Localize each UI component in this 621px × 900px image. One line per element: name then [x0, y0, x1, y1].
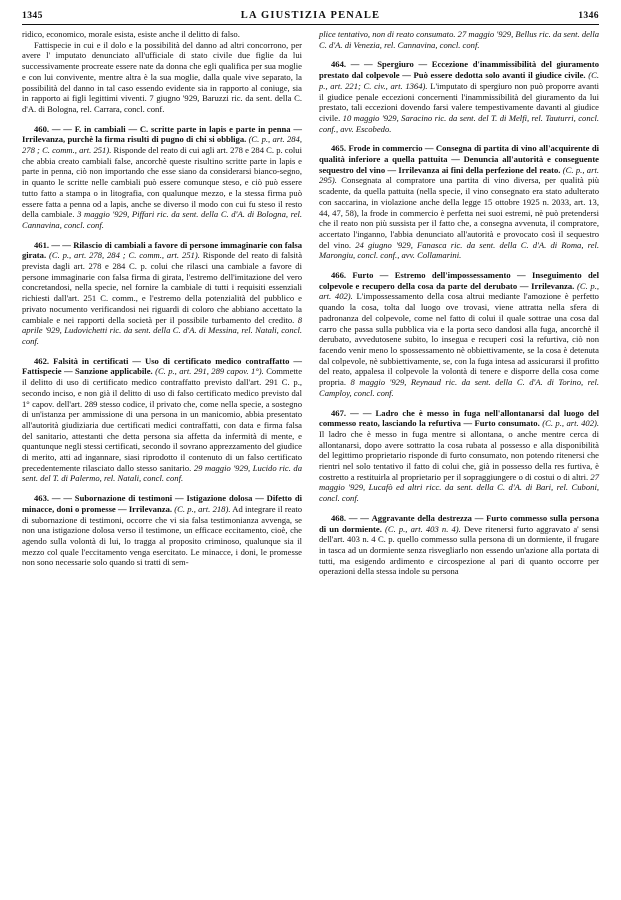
entry-text: Commette il delitto di uso di certificato medico contraffatto previsto dall'art. 291 C. p., secondo inciso, e non già il delitto di uso di falso certificato medico previsto dal 1° capov. dell'art. 289 stesso codice, il privato che, come nella specie, a sostegno di un'istanza per ammissione di una persona in un manicomio, abbia presentato all'autorità giudiziaria due certificati medici contraffatti, con data e firma falsa del sanitario, attestanti che detta persona sia affetta da infermità di mente, e quantunque negli stessi certificati, secondo il sovrano apprezzamento del giudice di merito, atti ad ingannare, siasi riprodotto il contenuto di un falso certificato precedentemente rilasciato dallo stesso sanitario.	[22, 366, 303, 473]
entry-text: Risponde del reato di falsità prevista dagli art. 278 e 284 C. p. colui che rilasci una cambiale a favore di persone immaginarie con falsa firma di girata, l'estremo dell'imitazione del vero concretandosi, nella specie, nel fornire la cambiale di tutti i requisiti essenziali richiesti dall'art. 251 C. comm., e l'estremo della potenzialità del pubblico e privato nocumento verificandosi nei riguardi di coloro che abbiano accettato la cambiale e nei rapporti della società per il possibile turbamento del credito.	[22, 250, 303, 325]
entry-text: Risponde del reato di cui agli art. 278 e 284 C. p. colui che abbia creato cambiali false, ancorchè queste risultino scritte parte in lapis e parte in penna, ciò non importando che esse siano da considerarsi bianco-segno, in quanto le scritte nelle cambiali può essere comunque steso, e ciò può essere tutto fatto a stampa o in litografia, con qualunque mezzo, e la stessa firma può essere fatta a penna od a lapis, anche se diverso il modo con cui fu steso il resto della cambiale.	[22, 145, 302, 220]
entry-heading: Aggravante della destrezza — Furto commesso sulla persona di un dormiente.	[319, 512, 599, 534]
entry-citation: (C. p., art. 402).	[319, 280, 600, 302]
entry-reference: 27 maggio '929, Lucafò ed altri ricc. da sent. della C. d'A. di Bari, rel. Cuboni, concl. conf.	[319, 471, 599, 504]
entry-text: Consegnata al compratore una partita di vino diversa, per qualità più scadente, da quella pattuita (nella specie, il vino consegnato era stato adulterato con saccarina, in violazione anche della legge 15 ottobre 1925 n. 2033, art. 13, 44, 47, 58), la frode in commercio è perfetta nei suoi estremi, nè può pretendersi che il reato non più sussista per il fatto che, a consegna avvenuta, il compratore, accertato l'inganno, l'abbia denunciato all'autorità e provocato così il sequestro del vino.	[319, 175, 599, 250]
entry-464	[319, 59, 599, 134]
entry-reference: 8 maggio '929, Reynaud ric. da sent. della C. d'A. di Torino, rel. Camploy, concl. conf.	[319, 377, 600, 398]
entry-number: 464. — —	[331, 59, 373, 70]
left-column	[22, 29, 302, 577]
entry-number: 468. — —	[331, 512, 369, 523]
entry-460	[22, 124, 302, 231]
entry-reference: 10 maggio '929, Saracino ric. da sent. del T. di Melfi, rel. Tauturri, concl. conf., avv. Escobedo.	[319, 112, 599, 134]
continuation-paragraph: Fattispecie in cui e il dolo e la possibilità del danno ad altri concorrono, per avere l' imputato denunciato all'ufficiale di stato civile due figlie da lui successivamente procreate essere nate da donna che egli qualifica per sua moglie e con lui convivente, mentre altra è la sua moglie, dalla quale vive separato, la possibilità del danno in tal caso essendo evidente sia in rapporto al coniuge, sia in rapporto ai figli legittimi viventi. 7 giugno '929, Baruzzi ric. da sent. della C. d'A. di Bologna, rel. Carrara, concl. conf.	[22, 39, 302, 114]
entry-heading: Rilascio di cambiali a favore di persone immaginarie con falsa girata.	[22, 239, 302, 261]
entry-heading: Ladro che è messo in fuga nell'allontanarsi dal luogo del commesso reato, lasciando la refurtiva — Furto consumato.	[319, 407, 599, 429]
entry-465	[319, 143, 599, 261]
entry-citation: (C. p., art. 218).	[174, 503, 231, 514]
journal-title: LA GIUSTIZIA PENALE	[240, 10, 381, 21]
entry-heading: Furto — Estremo dell'impossessamento — Inseguimento del colpevole e recupero della cosa da parte del derubato — Irrilevanza.	[319, 270, 599, 291]
entry-number: 467. — —	[331, 407, 372, 418]
entry-citation: (C. p., art. 221; C. civ., art. 1364).	[319, 70, 599, 91]
entry-text: Il ladro che è messo in fuga mentre si allontana, o anche mentre cerca di allontanarsi, dopo avere sottratto la cosa rubata al possesso e alla disponibilità del legittimo proprietario risponde di furto consumato, non potendo ritenersi che rientri nel solo tentativo il fatto di colui che, già in possesso della res furtiva, è costretto a restituirla al proprietario per il sopraggiungere o di costui o di altri.	[319, 428, 599, 482]
entry-heading: F. in cambiali — C. scritte parte in lapis e parte in penna — Irrilevanza, purchè la firma risulti di pugno di chi si obbliga.	[22, 123, 302, 145]
right-column	[319, 29, 599, 577]
entry-reference: 3 maggio '929, Piffari ric. da sent. della C. d'A. di Bologna, rel. Cannavina, concl. conf.	[22, 209, 302, 230]
entry-heading: Frode in commercio — Consegna di partita di vino all'acquirente di qualità inferiore a quella pattuita — Denuncia all'autorità e conseguente sequestro del vino — Irrilevanza ai fini della perfezione del reato.	[319, 143, 599, 175]
entry-462	[22, 356, 302, 484]
entry-citation: (C. p., art. 403 n. 4).	[384, 523, 461, 534]
entry-number: 465.	[331, 143, 347, 154]
entry-heading: Spergiuro — Eccezione d'inammissibilità del giuramento prestato dal colpevole — Può essere dedotta solo avanti il giudice civile.	[319, 59, 599, 81]
entry-463	[22, 493, 302, 568]
entry-text: L'impossessamento della cosa altrui mediante l'amozione è perfetto quando la cosa, tolta dal luogo ove trovasi, viene attratta nella sfera di padronanza del colpevole, come nel fatto di colui il quale sottrae una cosa dal carro che passa sulla pubblica via e la porta seco dandosi alla fuga, ancorchè il derubato, avvedutosene subito, lo insegua e recuperi così la refurtiva, ciò non facendo venir meno lo spossessamento nè obbiettivamente, se la cosa è detenuta dal colpevole, nè subbiettivamente, se, con la fuga intesa ad assicurarsi il profitto del reato, appalesa il colpevole la volontà di tenere e disporre della cosa come propria.	[319, 291, 599, 388]
entry-number: 463. — —	[34, 493, 72, 504]
entry-text: L'imputato di spergiuro non può proporre avanti il giudice penale eccezioni concernenti l'inammissibilità del giuramento da lui prestato, tali eccezioni dovendo farsi valere tempestivamente davanti al giudice civile.	[319, 80, 599, 123]
entry-citation: (C. p., art. 295).	[319, 164, 599, 186]
entry-reference: 24 giugno '929, Fanasca ric. da sent. della C. d'A. di Roma, rel. Marongiu, concl. conf., avv. Collamarini.	[319, 239, 600, 261]
continuation-paragraph: ridico, economico, morale esista, esiste anche il delitto di falso.	[22, 29, 240, 39]
entry-reference: 29 maggio '929, Lucido ric. da sent. del T. di Palermo, rel. Natali, concl. conf.	[22, 462, 302, 484]
entry-heading: Subornazione di testimoni — Istigazione dolosa — Difetto di minacce, doni o promesse — Irrilevanza.	[22, 493, 302, 514]
entry-466	[319, 270, 599, 398]
entry-text: Ad integrare il reato di subornazione di testimoni, occorre che vi sia falsa testimonianza avvenga, se non una istigazione dolosa verso il testimone, un efficace eccitamento, cioè, che agendo sulla volontà di lui, lo tragga al proposito criminoso, qualunque sia il mezzo col quale l'eccitamento venga esercitato. Le minacce, i doni, le promesse non sono necessarie solo quando si tratti di sem-	[22, 503, 303, 568]
entry-citation: (C. p., art. 291, 289 capov. 1°).	[155, 366, 264, 377]
entry-467	[319, 408, 599, 504]
entry-text: Deve ritenersi furto aggravato a' sensi dell'art. 403 n. 4 C. p. quello commesso sulla persona di un dormiente, il frugare in tasca ad un dormiente senza risvegliarlo non essendo un'azione alla portata di tutti, ma esigendo ardimento e circospezione al pari di quanto occorre per operazioni della stessa indole su persona	[319, 523, 600, 577]
columns	[22, 29, 599, 577]
entry-citation: (C. p., art. 402).	[542, 418, 600, 429]
entry-number: 461. — —	[34, 239, 71, 250]
entry-reference: 8 aprile '929, Ludovichetti ric. da sent. della C. d'A. di Messina, rel. Natali, concl. conf.	[22, 314, 302, 346]
entry-461	[22, 240, 302, 347]
entry-heading: Falsità in certificati — Uso di certificato medico contraffatto — Fattispecie — Sanzione applicabile.	[22, 355, 302, 377]
entry-number: 460. — —	[34, 123, 72, 134]
entry-468	[319, 513, 599, 577]
entry-number: 466.	[331, 270, 347, 281]
entry-citation: (C. p., art. 278, 284 ; C. comm., art. 251).	[48, 250, 200, 261]
continuation-paragraph: plice tentativo, non di reato consumato. 27 maggio '929, Bellus ric. da sent. della C. d'A. di Venezia, rel. Cannavina, concl. conf.	[319, 29, 599, 50]
entry-citation: (C. p., art. 284, 278 ; C. comm., art. 251).	[22, 134, 302, 156]
left-page-number: 1345	[22, 10, 43, 21]
page-header	[22, 10, 599, 21]
header-rule	[22, 24, 599, 25]
right-page-number: 1346	[578, 10, 599, 21]
entry-number: 462.	[34, 355, 50, 366]
